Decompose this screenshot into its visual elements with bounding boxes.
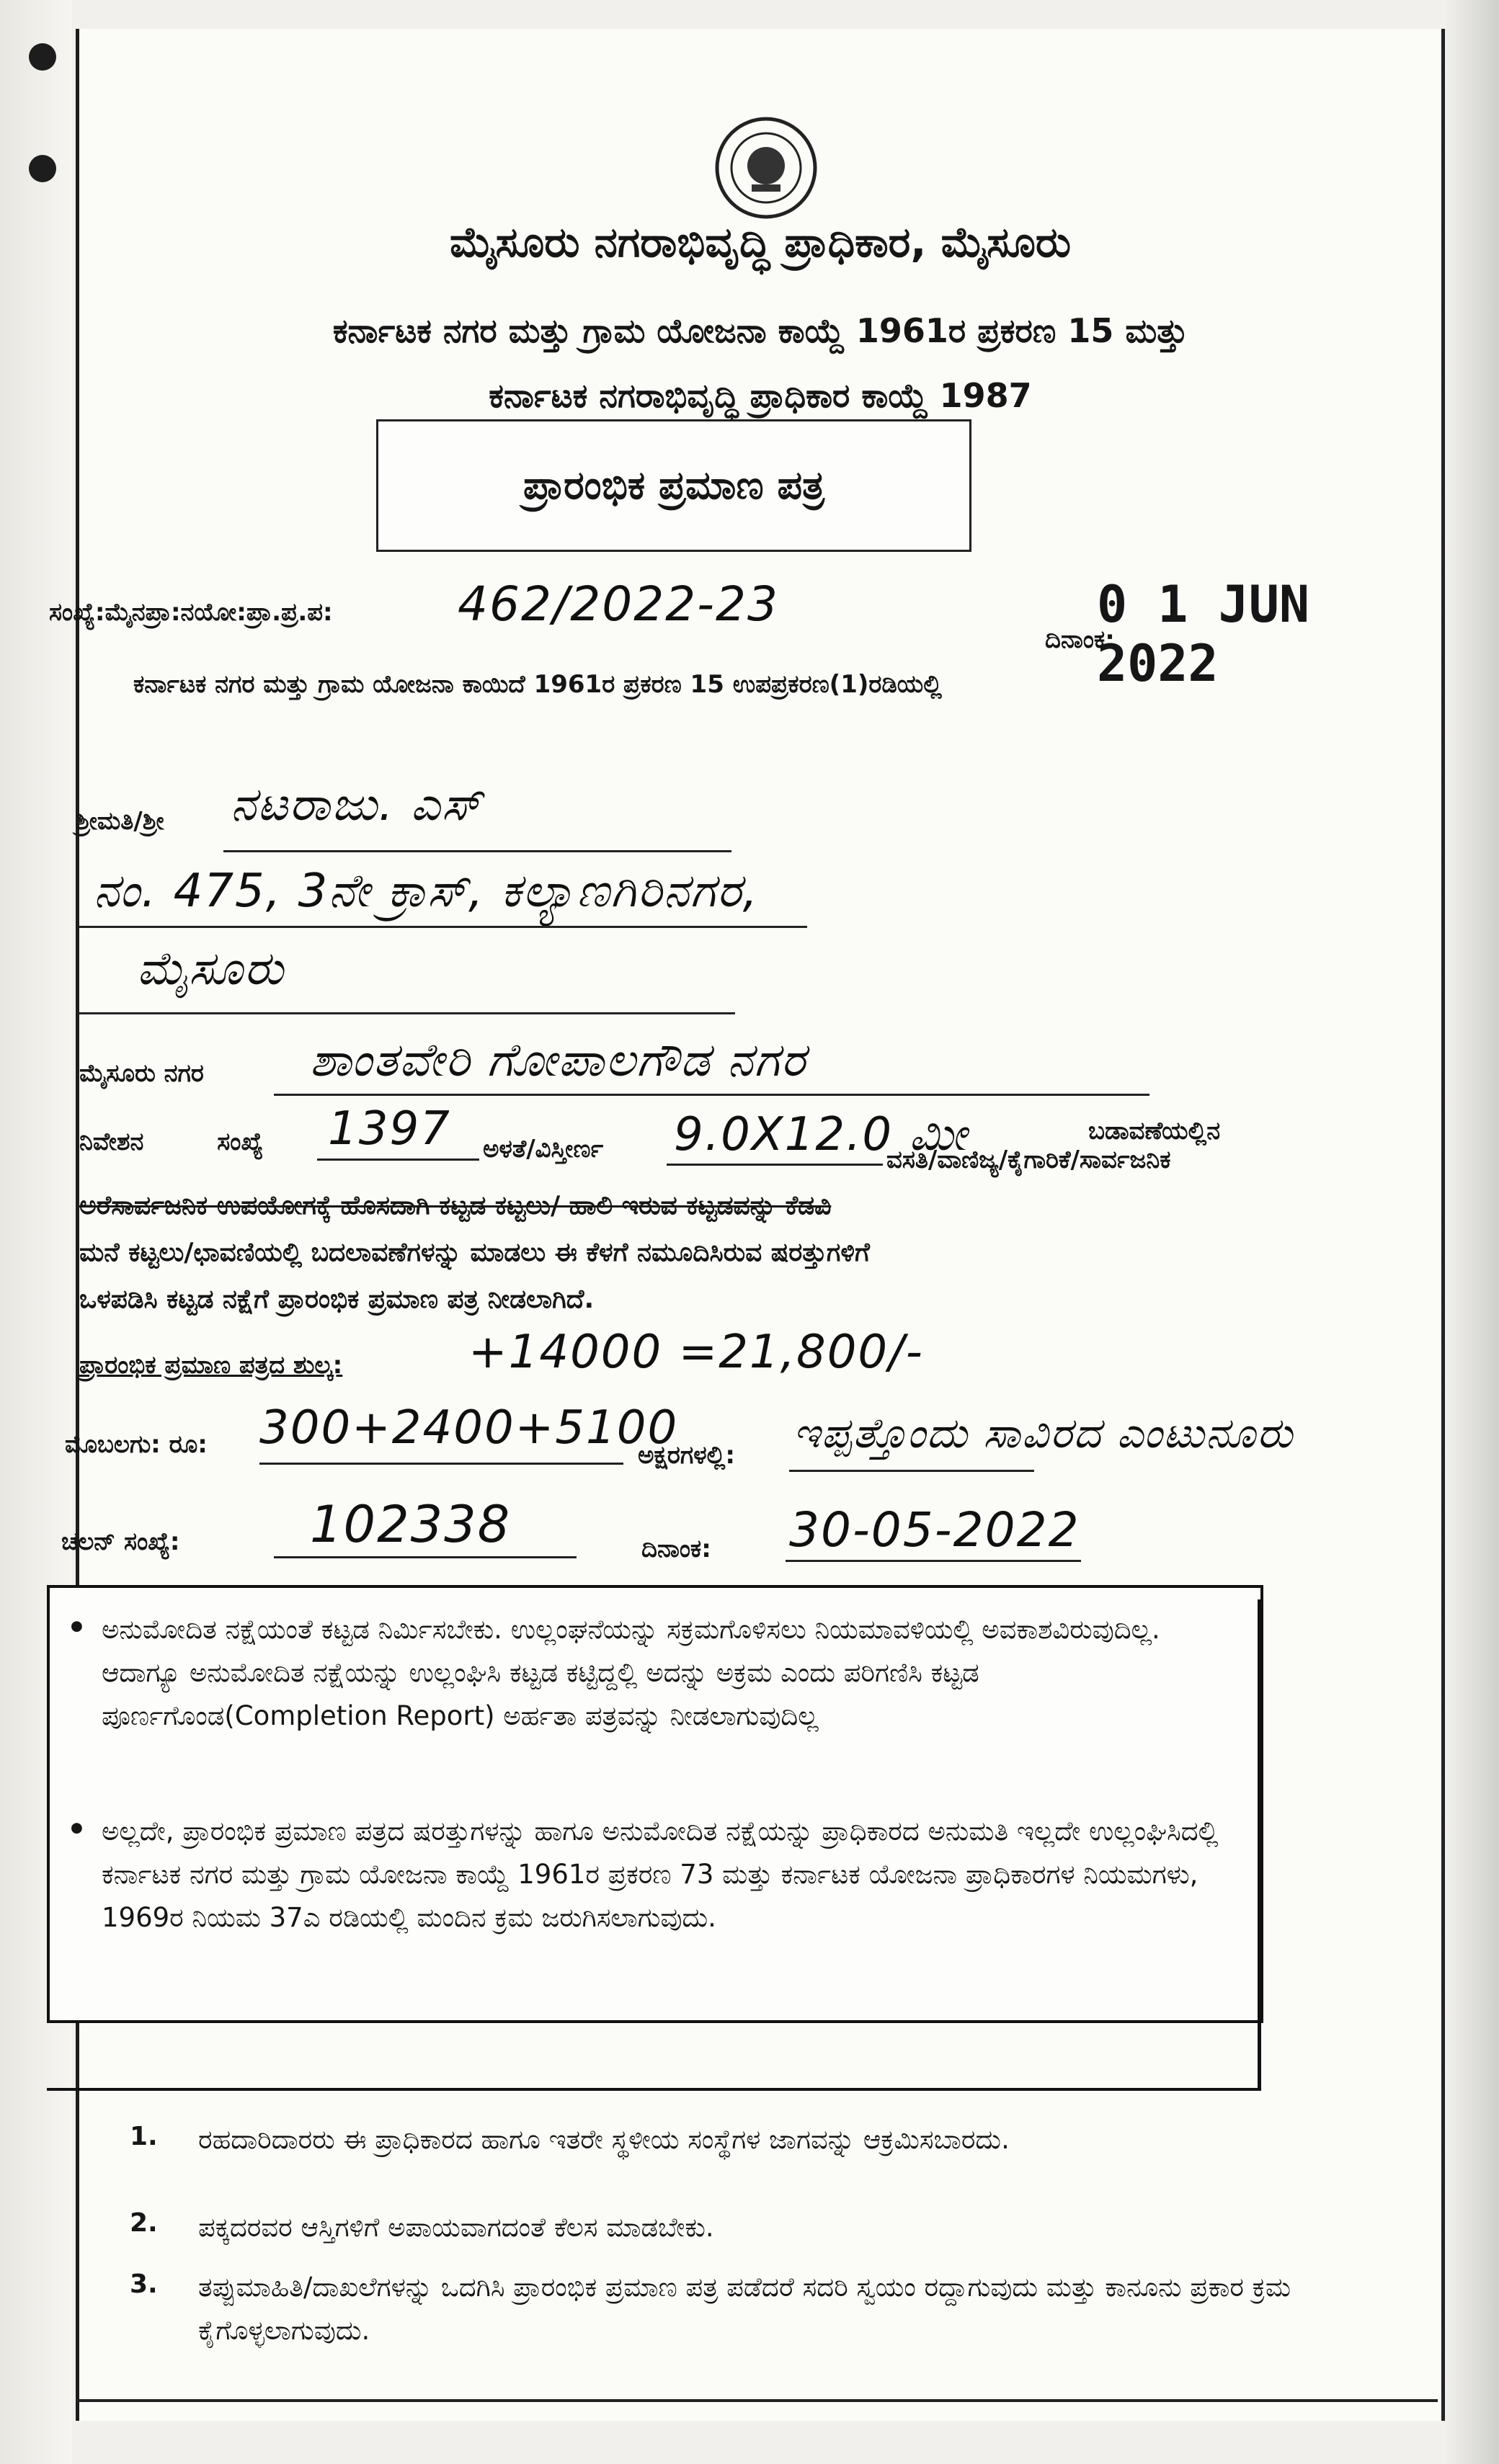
condition-number: 3. bbox=[130, 2269, 158, 2299]
certificate-title: ಪ್ರಾರಂಭಿಕ ಪ್ರಮಾಣ ಪತ್ರ bbox=[523, 463, 824, 508]
applicant-address-line-2: ಮೈಸೂರು bbox=[137, 942, 285, 996]
reference-number: 462/2022-23 bbox=[458, 576, 779, 632]
box-shadow-edge bbox=[47, 2088, 1261, 2091]
fee-label: ಪ್ರಾರಂಭಿಕ ಪ್ರಮಾಣ ಪತ್ರದ ಶುಲ್ಕ: bbox=[79, 1351, 343, 1380]
city-label: ಮೈಸೂರು ನಗರ bbox=[79, 1059, 204, 1088]
amount-in-words: ಇಪ್ಪತ್ತೊಂದು ಸಾವಿರದ ಎಂಟುನೂರು bbox=[793, 1409, 1294, 1458]
address-underline bbox=[79, 926, 807, 928]
punch-hole bbox=[29, 155, 56, 182]
act-line-2: ಕರ್ನಾಟಕ ನಗರಾಭಿವೃದ್ಧಿ ಪ್ರಾಧಿಕಾರ ಕಾಯ್ದೆ 1987 bbox=[489, 376, 1032, 415]
numbered-condition-3: ತಪ್ಪುಮಾಹಿತಿ/ದಾಖಲೆಗಳನ್ನು ಒದಗಿಸಿ ಪ್ರಾರಂಭಿಕ ಪ್ರಮಾಣ ಪತ್ರ ಪಡೆದರೆ ಸದರಿ ಸ್ವಯಂ ರದ್ದಾಗುವುದು ಮತ್ತು ಕಾನೂನು ಪ್ರಕಾರ ಕ್ರಮ ಕೈಗೊಳ್ಳಲಾಗುವುದು. bbox=[198, 2272, 1291, 2346]
layout-name: ಶಾಂತವೇರಿ ಗೋಪಾಲಗೌಡ ನಗರ bbox=[310, 1034, 807, 1087]
challan-underline bbox=[274, 1556, 577, 1558]
purpose-line-3: ಒಳಪಡಿಸಿ ಕಟ್ಟಡ ನಕ್ಷೆಗೆ ಪ್ರಾರಂಭಿಕ ಪ್ರಮಾಣ ಪತ್ರ ನೀಡಲಾಗಿದೆ. bbox=[79, 1285, 595, 1314]
purpose-line-2: ಮನೆ ಕಟ್ಟಲು/ಛಾವಣಿಯಲ್ಲಿ ಬದಲಾವಣೆಗಳನ್ನು ಮಾಡಲು ಈ ಕೆಳಗೆ ನಮೂದಿಸಿರುವ ಷರತ್ತುಗಳಿಗೆ bbox=[79, 1238, 870, 1267]
condition-note-1: ಅನುಮೋದಿತ ನಕ್ಷೆಯಂತೆ ಕಟ್ಟಡ ನಿರ್ಮಿಸಬೇಕು. ಉಲ್ಲಂಘನೆಯನ್ನು ಸಕ್ರಮಗೊಳಿಸಲು ನಿಯಮಾವಳಿಯಲ್ಲಿ ಅವಕಾಶವಿರುವುದಿಲ್ಲ. ಆದಾಗ್ಯೂ ಅನುಮೋದಿತ ನಕ್ಷೆಯನ್ನು ಉಲ್ಲಂಘಿಸಿ ಕಟ್ಟಡ ಕಟ್ಟಿದ್ದಲ್ಲಿ ಅದನ್ನು ಅಕ್ರಮ ಎಂದು ಪರಿಗಣಿಸಿ ಕಟ್ಟಡ ಪೂರ್ಣಗೊಂಡ(Completion Report) ಅರ್ಹತಾ ಪತ್ರವನ್ನು ನೀಡಲಾಗುವುದಿಲ್ಲ bbox=[102, 1614, 1160, 1731]
applicant-label: ಶ್ರೀಮತಿ/ಶ್ರೀ bbox=[76, 807, 164, 836]
plot-label: ನಿವೇಶನ ಸಂಖ್ಯೆ bbox=[79, 1128, 264, 1156]
condition-number: 2. bbox=[130, 2208, 158, 2238]
fee-value: +14000 =21,800/- bbox=[468, 1326, 924, 1379]
applicant-name-line bbox=[223, 850, 731, 852]
preamble-text: ಕರ್ನಾಟಕ ನಗರ ಮತ್ತು ಗ್ರಾಮ ಯೋಜನಾ ಕಾಯಿದೆ 1961ರ ಪ್ರಕರಣ 15 ಉಪಪ್ರಕರಣ(1)ರಡಿಯಲ್ಲಿ bbox=[133, 670, 942, 699]
certificate-title-box bbox=[376, 419, 971, 552]
words-label: ಅಕ್ಷರಗಳಲ್ಲಿ: bbox=[638, 1441, 735, 1470]
bullet-icon: • bbox=[67, 1610, 86, 1645]
layout-underline bbox=[274, 1094, 1149, 1096]
size-label: ಅಳತೆ/ವಿಸ್ತೀರ್ಣ bbox=[483, 1135, 604, 1164]
challan-number: 102338 bbox=[310, 1495, 512, 1554]
date-label: ದಿನಾಂಕ: bbox=[1045, 625, 1115, 654]
layout-suffix: ಬಡಾವಣೆಯಲ್ಲಿನ bbox=[1088, 1117, 1221, 1146]
plot-size: 9.0X12.0 ಮೀ bbox=[674, 1108, 969, 1161]
applicant-address-line-1: ನಂ. 475, 3ನೇ ಕ್ರಾಸ್, ಕಲ್ಯಾಣಗಿರಿನಗರ, bbox=[94, 865, 760, 918]
scan-left-margin bbox=[0, 0, 72, 2464]
condition-note-2: ಅಲ್ಲದೇ, ಪ್ರಾರಂಭಿಕ ಪ್ರಮಾಣ ಪತ್ರದ ಷರತ್ತುಗಳನ್ನು ಹಾಗೂ ಅನುಮೋದಿತ ನಕ್ಷೆಯನ್ನು ಪ್ರಾಧಿಕಾರದ ಅನುಮತಿ ಇಲ್ಲದೇ ಉಲ್ಲಂಘಿಸಿದಲ್ಲಿ ಕರ್ನಾಟಕ ನಗರ ಮತ್ತು ಗ್ರಾಮ ಯೋಜನಾ ಕಾಯ್ದೆ 1961ರ ಪ್ರಕರಣ 73 ಮತ್ತು ಕರ್ನಾಟಕ ಯೋಜನಾ ಪ್ರಾಧಿಕಾರಗಳ ನಿಯಮಗಳು, 1969ರ ನಿಯಮ 37ಎ ರಡಿಯಲ್ಲಿ ಮಂದಿನ ಕ್ರಮ ಜರುಗಿಸಲಾಗುವುದು. bbox=[102, 1816, 1219, 1933]
page-bottom-border bbox=[76, 2399, 1438, 2402]
numbered-condition-2: ಪಕ್ಕದರವರ ಆಸ್ತಿಗಳಿಗೆ ಅಪಾಯವಾಗದಂತೆ ಕೆಲಸ ಮಾಡಬೇಕು. bbox=[198, 2212, 714, 2243]
amount-label: ಮೊಬಲಗು: ರೂ: bbox=[65, 1430, 208, 1459]
challan-date-label: ದಿನಾಂಕ: bbox=[641, 1535, 711, 1563]
condition-number: 1. bbox=[130, 2122, 158, 2151]
address-underline bbox=[79, 1012, 735, 1014]
authority-seal-icon bbox=[712, 114, 820, 222]
bullet-icon: • bbox=[67, 1811, 86, 1847]
box-shadow-edge bbox=[1258, 1599, 1261, 2089]
purpose-line-1: ಅರೆಸಾರ್ವಜನಿಕ ಉಪಯೋಗಕ್ಕೆ ಹೊಸದಾಗಿ ಕಟ್ಟಡ ಕಟ್ಟಲು/ ಹಾಲಿ ಇರುವ ಕಟ್ಟಡವನ್ನು ಕೆಡವಿ bbox=[79, 1191, 832, 1220]
challan-date-underline bbox=[786, 1560, 1081, 1562]
authority-title: ಮೈಸೂರು ನಗರಾಭಿವೃದ್ಧಿ ಪ್ರಾಧಿಕಾರ, ಮೈಸೂರು bbox=[449, 218, 1072, 267]
applicant-name: ನಟರಾಜು. ಎಸ್ bbox=[231, 778, 483, 831]
numbered-condition-1: ರಹದಾರಿದಾರರು ಈ ಪ್ರಾಧಿಕಾರದ ಹಾಗೂ ಇತರೇ ಸ್ಥಳೀಯ ಸಂಸ್ಥೆಗಳ ಜಾಗವನ್ನು ಆಕ್ರಮಿಸಬಾರದು. bbox=[198, 2124, 1010, 2155]
amount-value: 300+2400+5100 bbox=[259, 1401, 679, 1455]
certificate-page bbox=[49, 29, 1445, 2421]
date-stamp: 0 1 JUN 2022 bbox=[1097, 575, 1310, 693]
words-underline bbox=[789, 1470, 1034, 1472]
size-underline bbox=[667, 1164, 883, 1166]
usage-text: ವಸತಿ/ವಾಣಿಜ್ಯ/ಕೈಗಾರಿಕೆ/ಸಾರ್ವಜನಿಕ bbox=[886, 1146, 1171, 1174]
challan-label: ಚಲನ್ ಸಂಖ್ಯೆ: bbox=[61, 1527, 180, 1556]
punch-hole bbox=[29, 43, 56, 71]
reference-label: ಸಂಖ್ಯೆ:ಮೈನಪ್ರಾ:ನಯೋ:ಪ್ರಾ.ಪ್ರ.ಪ: bbox=[49, 598, 333, 627]
challan-date: 30-05-2022 bbox=[789, 1502, 1080, 1558]
scan-right-margin bbox=[1441, 0, 1499, 2464]
amount-underline bbox=[259, 1463, 623, 1465]
plot-number: 1397 bbox=[328, 1102, 451, 1156]
plot-underline bbox=[317, 1159, 479, 1161]
conditions-box bbox=[47, 1585, 1263, 2023]
act-line-1: ಕರ್ನಾಟಕ ನಗರ ಮತ್ತು ಗ್ರಾಮ ಯೋಜನಾ ಕಾಯ್ದೆ 1961ರ ಪ್ರಕರಣ 15 ಮತ್ತು bbox=[332, 311, 1188, 350]
